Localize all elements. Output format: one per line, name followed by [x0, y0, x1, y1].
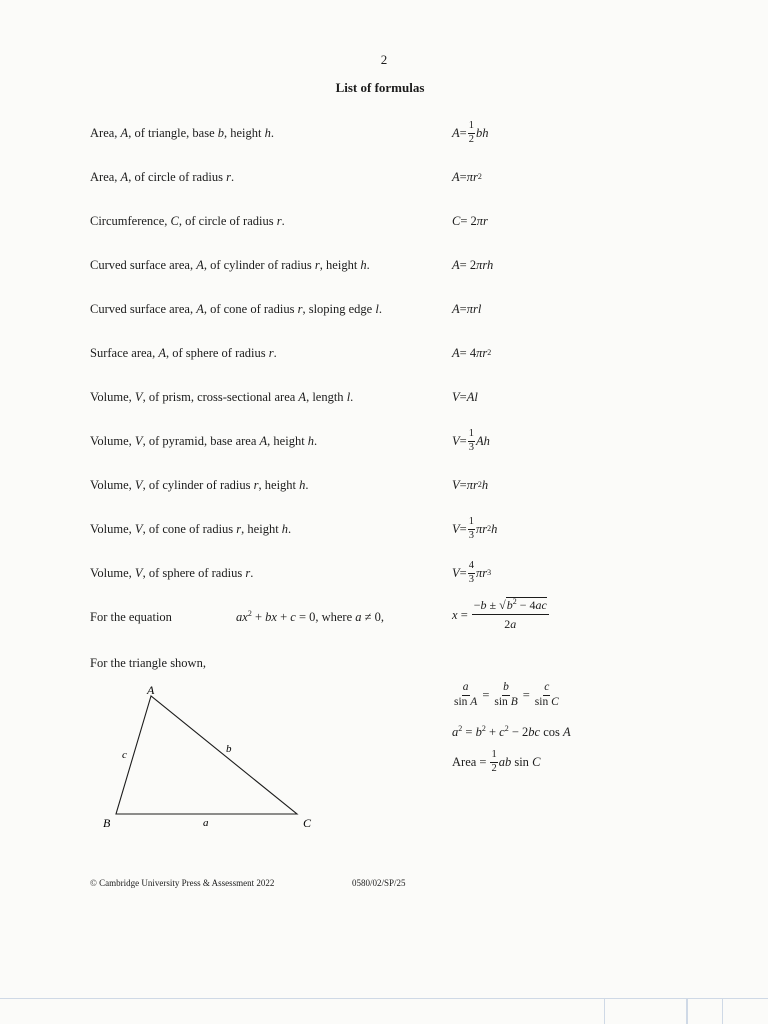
formula-description: Volume, V, of sphere of radius r. — [90, 566, 254, 580]
formula-description: Volume, V, of cylinder of radius r, height h. — [90, 478, 309, 492]
triangle-area-rule — [452, 750, 540, 774]
formula-row — [90, 382, 690, 412]
triangle-diagram — [95, 682, 335, 832]
side-b-label: b — [226, 743, 232, 755]
quadratic-equation: $ax^2$ + bx + c = 0, where a ≠ 0, — [236, 608, 385, 624]
area-fraction-num: 1 — [490, 750, 497, 763]
area-fraction — [490, 750, 497, 774]
formula-description: Curved surface area, A, of cylinder of radius r, height h. — [90, 258, 370, 272]
formula-row — [90, 250, 690, 280]
formula-row — [90, 514, 690, 544]
formula-row — [90, 338, 690, 368]
sine-rule-term — [453, 682, 478, 708]
formula-description: Area, A, of triangle, base b, height h. — [90, 126, 274, 140]
formula-row — [90, 294, 690, 324]
formula-description: Volume, V, of pyramid, base area A, height h. — [90, 434, 318, 448]
page-number: 2 — [380, 52, 388, 67]
quadratic-x: x = — [452, 607, 468, 622]
formula-description: Volume, V, of prism, cross-sectional area A, length l. — [90, 390, 354, 404]
formula-expression: V = $\frac{1}{3}$ Ah — [452, 428, 490, 453]
formula-description: Curved surface area, A, of cone of radius r, sloping edge l. — [90, 302, 382, 316]
formula-expression: A = πrl — [452, 301, 482, 316]
formula-expression: C = 2 πr — [452, 213, 488, 228]
formula-expression: A = 4 πr 2 — [452, 345, 492, 360]
sine-rule-denominator: sin C — [534, 695, 559, 708]
formula-expression: V = $\frac{4}{3}$ πr 3 — [452, 560, 492, 585]
scan-edge — [604, 998, 605, 1024]
formula-row — [90, 426, 690, 456]
scan-edge — [722, 998, 723, 1024]
formula-description: Area, A, of circle of radius r. — [90, 170, 235, 184]
quadratic-formula — [452, 598, 549, 632]
formula-expression: A = 2 πrh — [452, 257, 494, 272]
formula-expression: A = πr 2 — [452, 169, 482, 184]
footer-code: 0580/02/SP/25 — [352, 878, 406, 888]
quadratic-row — [90, 602, 690, 632]
area-rhs: ab sin C — [498, 754, 541, 769]
area-fraction-den: 2 — [491, 762, 497, 774]
formula-expression: A = $\frac{1}{2}$ bh — [452, 120, 489, 145]
sine-rule-numerator: b — [502, 682, 510, 696]
sine-rule — [452, 682, 561, 708]
sine-rule-term — [534, 682, 560, 708]
quadratic-desc: For the equation — [90, 610, 172, 624]
formula-expression: V = $\frac{1}{3}$ πr 2 h — [452, 516, 498, 541]
formula-row — [90, 470, 690, 500]
sine-rule-denominator: sin B — [494, 695, 518, 708]
equals-sign: = — [482, 687, 490, 702]
sine-rule-denominator: sin A — [454, 695, 478, 708]
formula-description: Volume, V, of cone of radius r, height h. — [90, 522, 292, 536]
formula-expression: V = πr 2 h — [452, 477, 489, 492]
area-lhs: Area = — [452, 754, 487, 769]
cosine-rule: $a^2 = b^2 + c^2 - 2bc$ cos A — [452, 723, 571, 739]
side-a-label: a — [203, 817, 209, 829]
formula-expression: V = Al — [452, 389, 478, 404]
scan-edge — [686, 998, 688, 1024]
sine-rule-numerator: a — [462, 682, 470, 696]
formula-row — [90, 118, 690, 148]
quadratic-numerator: $-b \pm √b^2 - 4ac$ — [472, 598, 549, 615]
footer-copyright: © Cambridge University Press & Assessment 2022 — [90, 878, 275, 888]
vertex-a-label: A — [147, 683, 155, 697]
side-c-label: c — [122, 749, 127, 761]
vertex-c-label: C — [303, 816, 312, 830]
formula-description: Surface area, A, of sphere of radius r. — [90, 346, 277, 360]
sine-rule-term — [493, 682, 518, 708]
formula-row — [90, 206, 690, 236]
quadratic-denominator: 2a — [504, 617, 517, 631]
triangle-shape — [116, 696, 297, 814]
equals-sign: = — [522, 687, 530, 702]
sine-rule-numerator: c — [543, 682, 550, 696]
scan-edge — [0, 998, 768, 999]
formula-description: Circumference, C, of circle of radius r. — [90, 214, 285, 228]
formula-row — [90, 558, 690, 588]
triangle-label: For the triangle shown, — [90, 656, 206, 670]
page-title: List of formulas — [335, 80, 425, 95]
formula-row — [90, 162, 690, 192]
vertex-b-label: B — [103, 816, 111, 830]
